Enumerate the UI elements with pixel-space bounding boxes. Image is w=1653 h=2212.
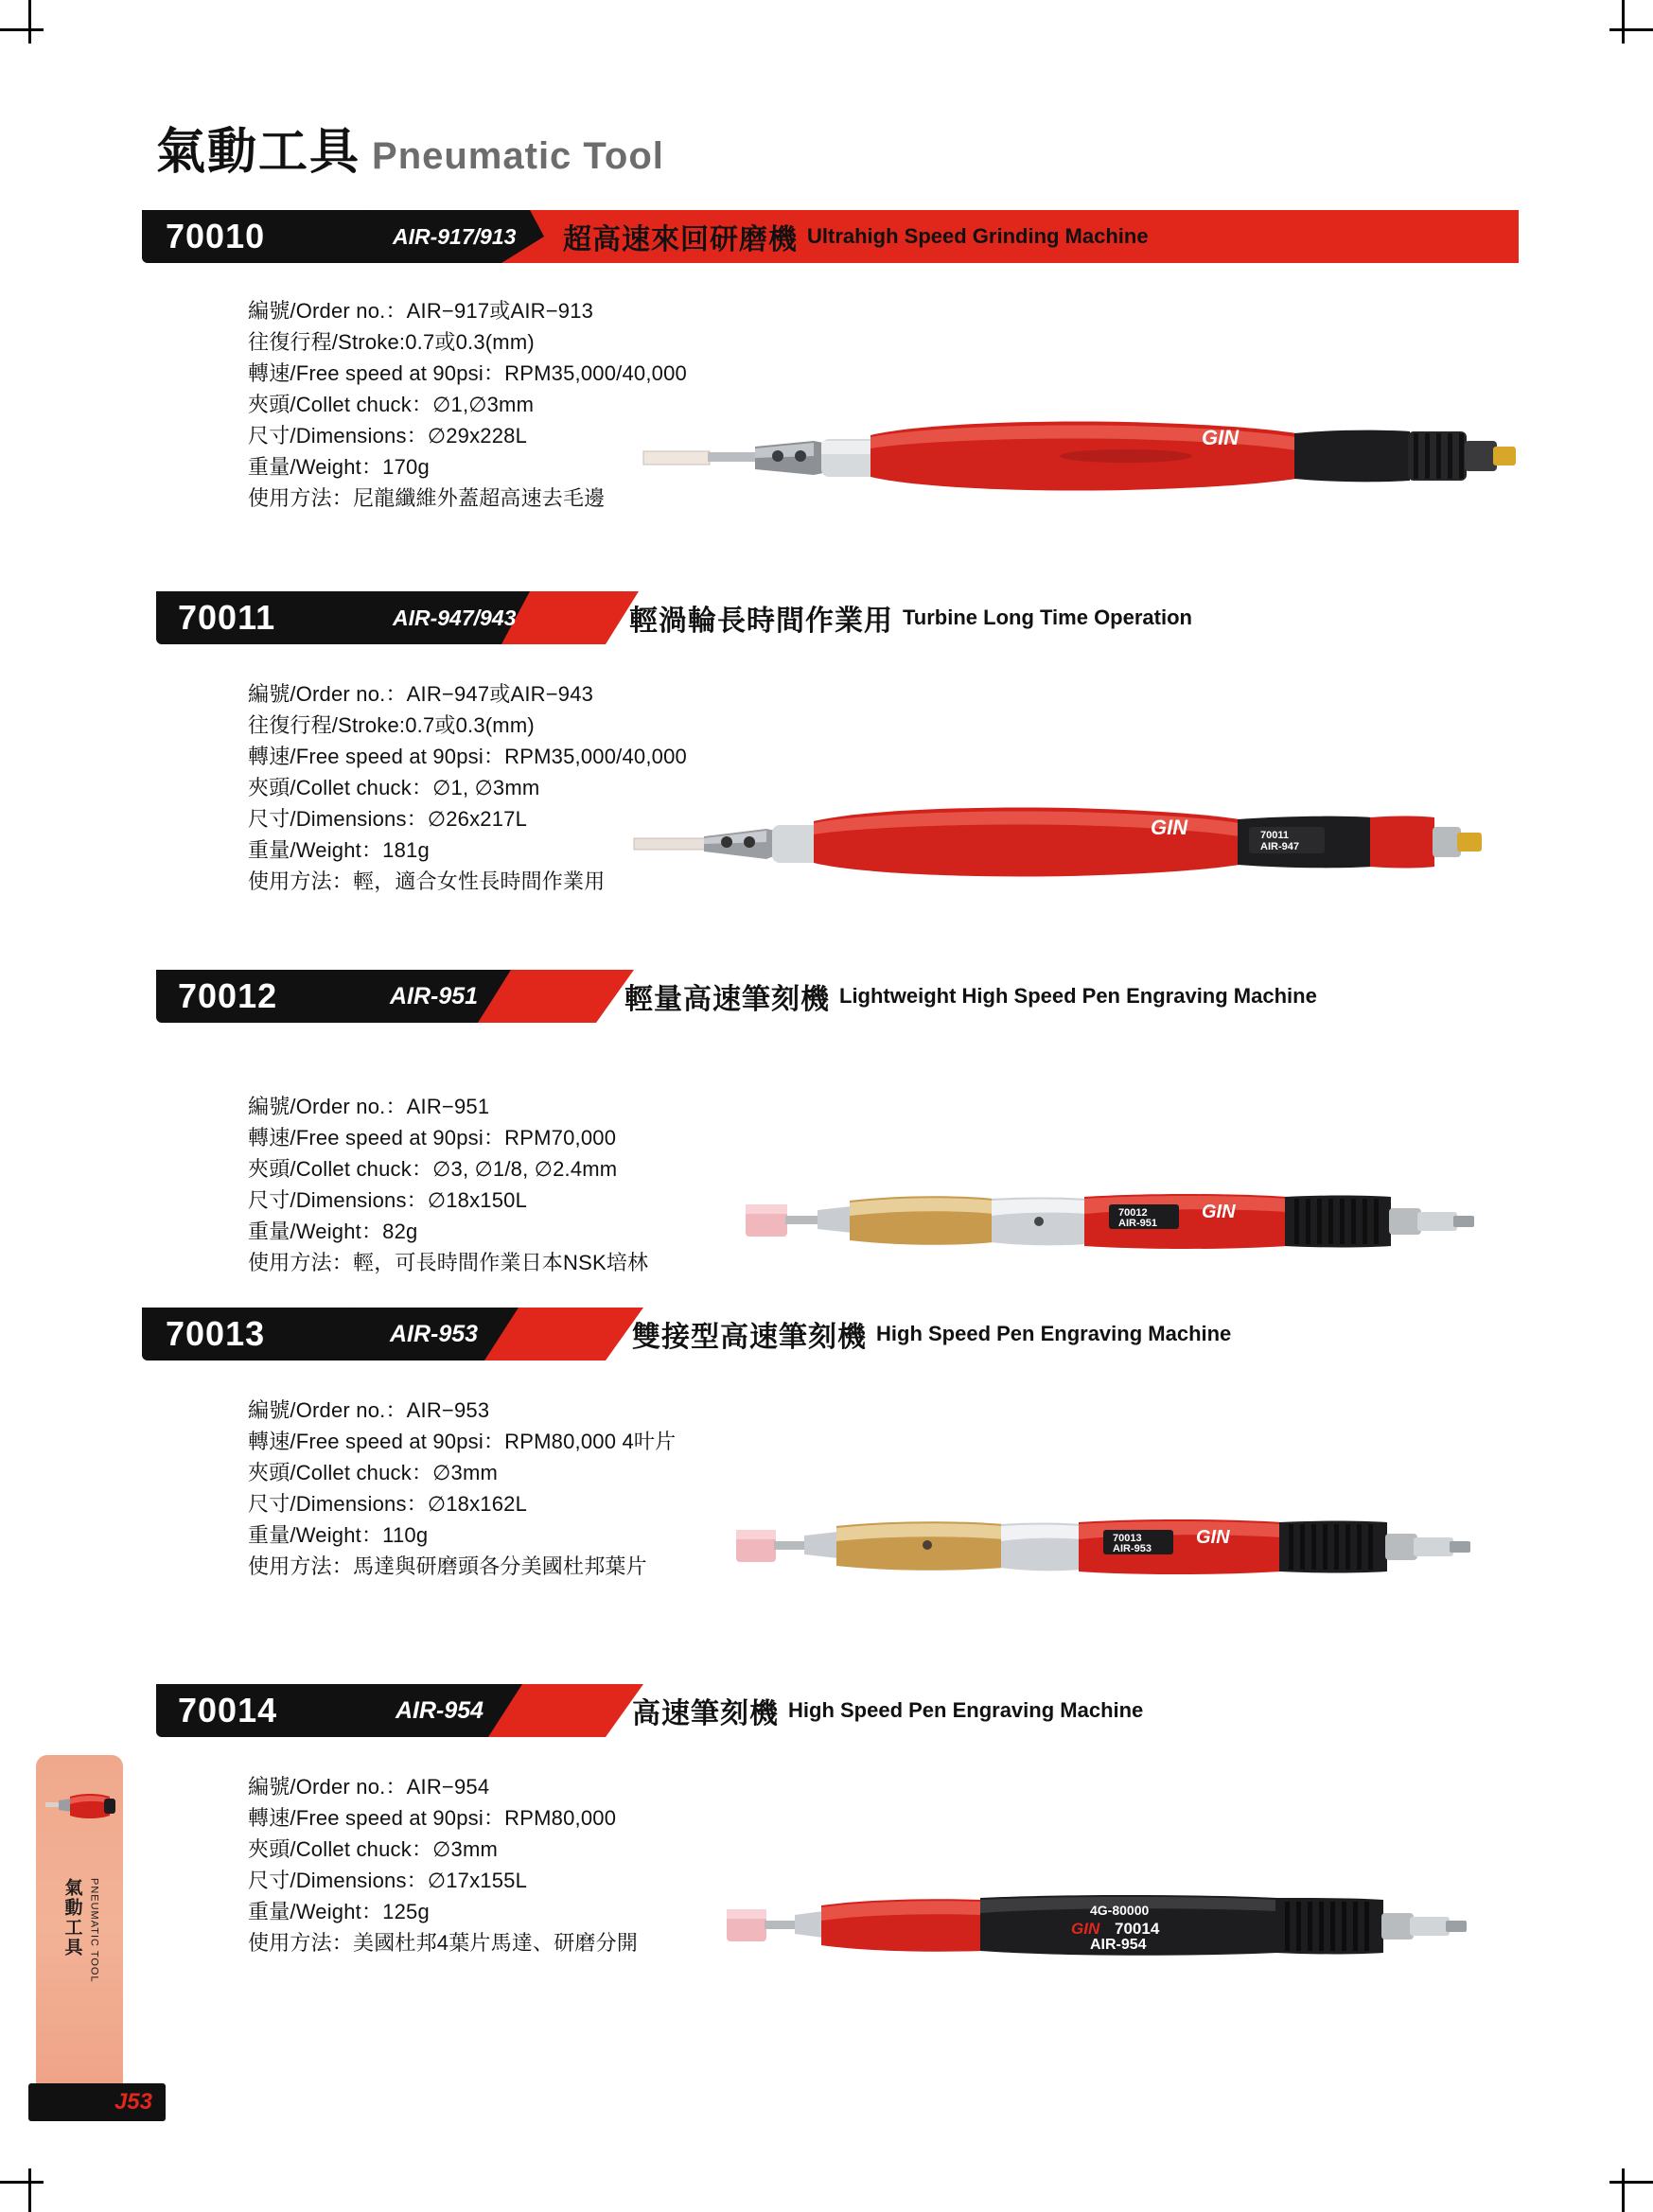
product-section-70010 [0, 210, 1653, 510]
crop-mark-bottom-left-horizontal [0, 2181, 44, 2184]
section-title-en-70014: High Speed Pen Engraving Machine [788, 1698, 1144, 1722]
section-title-en-70011: Turbine Long Time Operation [903, 606, 1192, 629]
section-header-70011 [0, 591, 1653, 644]
spec-item: 轉速/Free speed at 90psi：RPM35,000/40,000 [248, 361, 687, 385]
tool-code-label: AIR-953 [1113, 1543, 1152, 1554]
tool-brand-label: GIN [1202, 1202, 1236, 1222]
tool-model-label: 70011 [1260, 830, 1289, 841]
spec-item: 夾頭/Collet chuck：∅1, ∅3mm [248, 776, 540, 799]
section-number-70011: 70011 [178, 598, 276, 637]
spine-label-english: PNEUMATIC TOOL [88, 1878, 100, 1983]
tool-model-label: 70014 [1115, 1920, 1160, 1938]
spec-item: 尺寸/Dimensions：∅17x155L [248, 1869, 528, 1892]
tool-code-label: AIR-951 [1118, 1218, 1157, 1229]
product-image-70010 [634, 399, 1523, 513]
tool-code-label: AIR-954 [1090, 1937, 1147, 1953]
product-section-70011 [0, 591, 1653, 893]
section-spine-tab [36, 1755, 123, 2096]
page-title-chinese: 氣動工具 [156, 124, 361, 181]
section-title-cn-70011: 輕渦輪長時間作業用 [629, 606, 893, 637]
spec-item: 重量/Weight：82g [248, 1220, 418, 1243]
section-title-cn-70012: 輕量高速筆刻機 [624, 984, 830, 1015]
spec-item: 重量/Weight：170g [248, 455, 430, 479]
spec-item: 夾頭/Collet chuck：∅3, ∅1/8, ∅2.4mm [248, 1157, 618, 1181]
spec-item: 尺寸/Dimensions：∅18x150L [248, 1188, 528, 1212]
page-title [156, 112, 664, 183]
spec-list-70014 [248, 1771, 638, 1958]
section-title-en-70010: Ultrahigh Speed Grinding Machine [807, 224, 1149, 248]
section-code-70013: AIR-953 [390, 1320, 479, 1347]
section-header-70014 [0, 1684, 1653, 1737]
crop-mark-top-left-horizontal [0, 28, 44, 31]
spec-item: 尺寸/Dimensions：∅26x217L [248, 807, 528, 831]
tool-spec-label: 4G-80000 [1090, 1903, 1150, 1918]
crop-mark-top-right-horizontal [1609, 28, 1653, 31]
tool-brand-label: GIN [1071, 1920, 1100, 1938]
spec-item: 編號/Order no.：AIR−951 [248, 1095, 490, 1118]
spec-item: 編號/Order no.：AIR−917或AIR−913 [248, 299, 594, 323]
spine-label-chinese: 氣動工具 [62, 1878, 82, 1957]
spec-list-70011 [248, 678, 687, 897]
spec-item: 使用方法：尼龍纖維外蓋超高速去毛邊 [248, 486, 606, 510]
product-section-70012 [0, 970, 1653, 1274]
section-code-70011: AIR-947/943 [393, 605, 517, 630]
spec-item: 轉速/Free speed at 90psi：RPM80,000 4叶片 [248, 1430, 677, 1453]
tool-brand-label: GIN [1151, 816, 1188, 839]
page-number-text: J53 [114, 2089, 152, 2115]
tool-brand-label: GIN [1202, 426, 1240, 449]
spec-item: 使用方法：美國杜邦4葉片馬達、研磨分開 [248, 1931, 639, 1955]
spec-item: 轉速/Free speed at 90psi：RPM35,000/40,000 [248, 745, 687, 768]
section-title-cn-70010: 超高速來回研磨機 [563, 224, 798, 255]
crop-mark-top-left-vertical [28, 0, 31, 44]
spec-list-70012 [248, 1091, 648, 1278]
spec-item: 轉速/Free speed at 90psi：RPM80,000 [248, 1806, 617, 1830]
spec-item: 重量/Weight：110g [248, 1523, 429, 1547]
crop-mark-bottom-right-vertical [1622, 2168, 1625, 2212]
page-title-english: Pneumatic Tool [372, 135, 664, 177]
spec-item: 重量/Weight：181g [248, 838, 430, 862]
product-section-70013 [0, 1308, 1653, 1578]
spine-labels [36, 1878, 123, 2067]
section-title-cn-70014: 高速筆刻機 [632, 1698, 779, 1729]
spec-item: 往復行程/Stroke:0.7或0.3(mm) [248, 330, 535, 354]
crop-mark-top-right-vertical [1622, 0, 1625, 44]
spec-item: 夾頭/Collet chuck：∅3mm [248, 1461, 498, 1484]
section-header-70010 [0, 210, 1653, 263]
tool-code-label: AIR-947 [1260, 841, 1299, 852]
product-image-70012 [738, 1168, 1495, 1273]
section-code-70014: AIR-954 [396, 1696, 484, 1724]
spec-item: 夾頭/Collet chuck：∅3mm [248, 1837, 498, 1861]
section-header-70013 [0, 1308, 1653, 1361]
spec-list-70010 [248, 295, 687, 514]
section-number-70010: 70010 [166, 217, 266, 255]
spec-item: 往復行程/Stroke:0.7或0.3(mm) [248, 713, 535, 737]
section-number-70014: 70014 [178, 1691, 278, 1729]
spec-item: 使用方法：輕，適合女性長時間作業用 [248, 869, 606, 893]
spec-item: 尺寸/Dimensions：∅29x228L [248, 424, 528, 448]
tool-model-label: 70012 [1118, 1207, 1148, 1219]
crop-mark-bottom-right-horizontal [1609, 2181, 1653, 2184]
section-number-70012: 70012 [178, 976, 278, 1015]
page-number-badge [28, 2083, 166, 2121]
spec-item: 重量/Weight：125g [248, 1900, 430, 1923]
spec-item: 使用方法：輕，可長時間作業日本NSK培林 [248, 1251, 649, 1274]
product-image-70014 [719, 1873, 1495, 1977]
spec-item: 編號/Order no.：AIR−953 [248, 1398, 490, 1422]
section-code-70010: AIR-917/913 [393, 223, 517, 249]
spec-item: 編號/Order no.：AIR−954 [248, 1775, 490, 1799]
crop-mark-bottom-left-vertical [28, 2168, 31, 2212]
spec-item: 轉速/Free speed at 90psi：RPM70,000 [248, 1126, 617, 1150]
spec-item: 夾頭/Collet chuck：∅1,∅3mm [248, 393, 535, 416]
product-image-70011 [624, 785, 1495, 899]
spec-item: 尺寸/Dimensions：∅18x162L [248, 1492, 528, 1516]
section-number-70013: 70013 [166, 1314, 266, 1353]
tool-model-label: 70013 [1113, 1533, 1142, 1544]
product-image-70013 [729, 1492, 1495, 1596]
tool-brand-label: GIN [1196, 1527, 1230, 1548]
spine-tool-icon [44, 1780, 115, 1836]
section-title-en-70013: High Speed Pen Engraving Machine [876, 1322, 1232, 1345]
spec-list-70013 [248, 1395, 676, 1582]
section-code-70012: AIR-951 [390, 982, 479, 1009]
section-header-70012 [0, 970, 1653, 1023]
spec-item: 編號/Order no.：AIR−947或AIR−943 [248, 682, 594, 706]
section-title-cn-70013: 雙接型高速筆刻機 [632, 1322, 867, 1353]
section-title-en-70012: Lightweight High Speed Pen Engraving Machine [839, 984, 1317, 1008]
spec-item: 使用方法：馬達與研磨頭各分美國杜邦葉片 [248, 1554, 647, 1578]
